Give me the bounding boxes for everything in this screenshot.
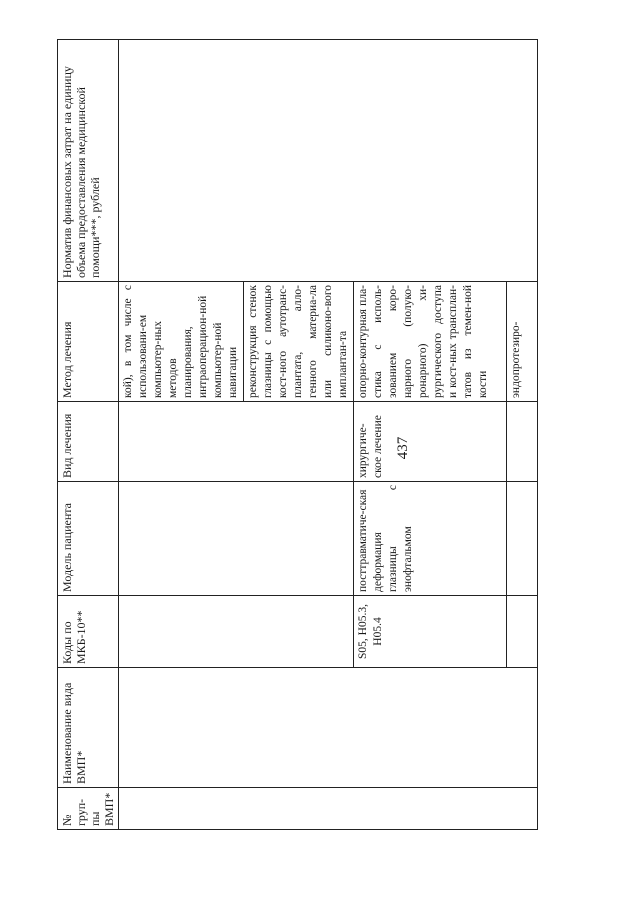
cell-group xyxy=(119,788,538,830)
method-block: опорно-контурная пла-стика с исполь-зованием коро-нарного (полуко-ронарного) хи-рургического доступа и кост-ных трансплан-татов из темен-ной кости xyxy=(357,285,489,398)
cell-patient-model xyxy=(507,482,538,596)
medical-care-table xyxy=(57,39,538,830)
header-patient-model: Модель пациента xyxy=(58,482,119,596)
cell-treatment-type xyxy=(507,402,538,482)
cell-patient-model: посттравматиче-ская деформация глазницы с энофтальмом xyxy=(354,482,507,596)
cell-method xyxy=(354,282,507,402)
rotated-table-container xyxy=(57,40,559,830)
header-cost: Норматив финансовых затрат на единицу объема предоставления медицинской помощи***, рублей xyxy=(58,40,119,282)
cell-method xyxy=(507,282,538,402)
page-number: 437 xyxy=(395,436,411,460)
header-group: № груп-пы ВМП* xyxy=(58,788,119,830)
method-block: реконструкция стенок глазницы с помощью кост-ного аутотранс-плантата, алло-генного материа-ла или силиконо-вого имплантан-та xyxy=(247,285,349,398)
cell-codes xyxy=(507,596,538,668)
cell-method xyxy=(119,282,354,402)
cell-treatment-type: хирургиче-ское лечение xyxy=(354,402,507,482)
cell-name xyxy=(119,668,538,788)
header-name: Наименование вида ВМП* xyxy=(58,668,119,788)
cell-codes xyxy=(119,596,354,668)
table-header-row xyxy=(58,40,119,830)
header-treatment-type: Вид лечения xyxy=(58,402,119,482)
cell-cost xyxy=(119,40,538,282)
cell-patient-model xyxy=(119,482,354,596)
method-block: кой), в том числе с использовани-ем компьютер-ных методов планирования, интраоперацион-ной компьютер-ной навигации xyxy=(119,282,244,401)
cell-codes: S05, H05.3, H05.4 xyxy=(354,596,507,668)
method-block: эндопротезиро- xyxy=(510,321,522,398)
header-method: Метод лечения xyxy=(58,282,119,402)
cell-treatment-type xyxy=(119,402,354,482)
table-row xyxy=(119,40,354,830)
header-codes: Коды по МКБ-10** xyxy=(58,596,119,668)
